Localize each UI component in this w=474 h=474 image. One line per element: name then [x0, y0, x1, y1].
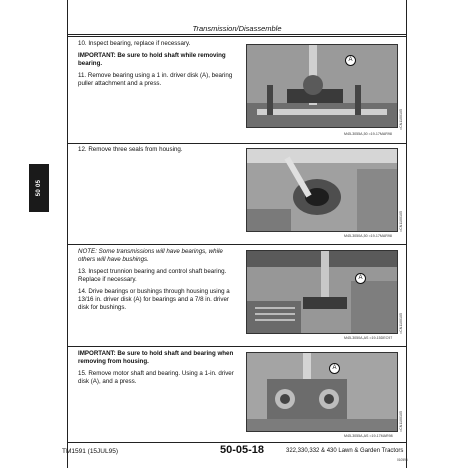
housing-illustration [247, 149, 397, 231]
section-divider [67, 36, 407, 37]
motor-shaft-illustration [247, 353, 397, 431]
step-14-text: 14. Drive bearings or bushings through housing using a 13/16 in. driver disk (A) for bearings and a 7/8 in. driver disk for bushings. [78, 288, 230, 311]
step-11-text: 11. Remove bearing using a 1 in. driver disk (A), bearing puller attachment and a press. [78, 72, 233, 87]
step-block-3 [68, 248, 406, 344]
step-10-text: 10. Inspect bearing, replace if necessary. [78, 40, 191, 47]
step-block-2 [68, 146, 406, 242]
step-block-1 [68, 40, 406, 140]
photo-side-code: =CN1100105 [399, 410, 403, 432]
section-divider [67, 244, 407, 245]
step-text-2 [78, 146, 238, 158]
step-12-text: 12. Remove three seals from housing. [78, 146, 183, 153]
step-text-1 [78, 40, 238, 92]
model-list: 322,330,332 & 430 Lawn & Garden Tractors [286, 448, 404, 454]
motor-shaft-photo [246, 352, 398, 432]
section-divider [67, 143, 407, 144]
step-block-4 [68, 350, 406, 440]
photo-side-code: =CN1100105 [399, 108, 403, 130]
photo-caption: M45-3055A,AS =19-17MAR98 [344, 434, 393, 438]
callout-a: A [329, 363, 340, 374]
driver-illustration [247, 251, 397, 333]
section-divider [67, 346, 407, 347]
important-note: IMPORTANT: Be sure to hold shaft while removing bearing. [78, 52, 226, 67]
photo-side-code: =CN1100105 [399, 312, 403, 334]
bearing-drive-photo [246, 250, 398, 334]
callout-a: A [345, 55, 356, 66]
footer-rule [67, 442, 407, 443]
press-illustration [247, 45, 397, 127]
photo-caption: M45-3050A,AS =19-15DEC97 [344, 336, 393, 340]
step-13-text: 13. Inspect trunnion bearing and control shaft bearing. Replace if necessary. [78, 268, 227, 283]
page-number: 50-05-18 [220, 444, 265, 456]
step-15-text: 15. Remove motor shaft and bearing. Using a 1-in. driver disk (A), and a press. [78, 370, 234, 385]
photo-side-code: =CN1100105 [399, 210, 403, 232]
important-note: IMPORTANT: Be sure to hold shaft and bearing when removing from housing. [78, 350, 234, 365]
footer-code: 010595 [397, 458, 408, 462]
step-text-3 [78, 248, 238, 316]
photo-caption: M45-3055A,50 =19-17MAR98 [344, 132, 392, 136]
bearing-removal-photo [246, 44, 398, 128]
photo-caption: M45-3050A,50 =19-17MAR98 [344, 234, 392, 238]
right-margin-rule [406, 0, 407, 468]
section-tab-label: 50 05 [36, 179, 42, 197]
callout-a: A [355, 273, 366, 284]
step-text-4 [78, 350, 238, 390]
section-tab [29, 164, 49, 212]
section-header-title: Transmission/Disassemble [192, 24, 282, 33]
header-rule [67, 34, 407, 35]
note-text: NOTE: Some transmissions will have bearings, while others will have bushings. [78, 248, 223, 263]
manual-id: TM1591 (15JUL95) [62, 448, 118, 455]
seal-removal-photo [246, 148, 398, 232]
